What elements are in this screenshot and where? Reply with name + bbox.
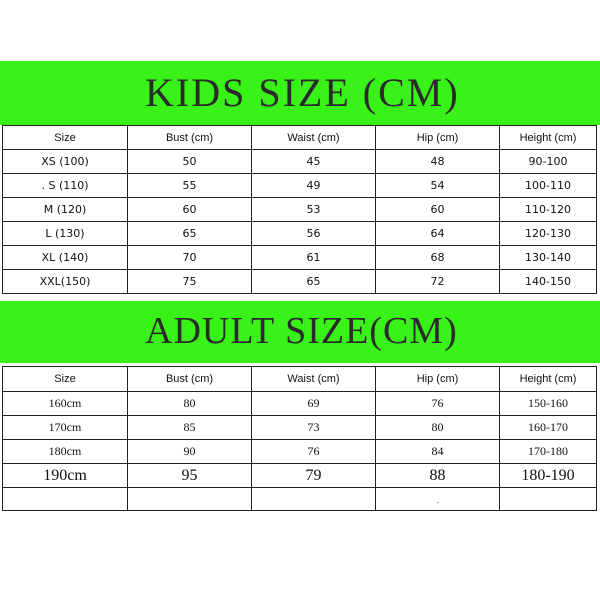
cell-size: 170cm (3, 416, 128, 440)
cell-bust: 70 (128, 246, 252, 270)
cell-hip: 72 (376, 270, 500, 294)
header-waist: Waist (cm) (252, 126, 376, 150)
cell-height: 110-120 (500, 198, 597, 222)
cell-waist: 56 (252, 222, 376, 246)
table-row (3, 392, 597, 416)
kids-size-table (2, 125, 597, 294)
cell-height: 100-110 (500, 174, 597, 198)
cell-waist: 79 (252, 464, 376, 488)
table-row (3, 440, 597, 464)
cell-hip: 68 (376, 246, 500, 270)
cell-hip: 80 (376, 416, 500, 440)
cell-size: XXL(150) (3, 270, 128, 294)
cell-waist: 49 (252, 174, 376, 198)
cell-hip: 60 (376, 198, 500, 222)
cell-bust: 85 (128, 416, 252, 440)
header-hip: Hip (cm) (376, 367, 500, 392)
cell-size: XL (140) (3, 246, 128, 270)
cell-height: 160-170 (500, 416, 597, 440)
cell-empty (3, 488, 128, 511)
table-row (3, 150, 597, 174)
cell-bust: 75 (128, 270, 252, 294)
adult-size-table (2, 366, 597, 511)
cell-empty (500, 488, 597, 511)
cell-size: 160cm (3, 392, 128, 416)
kids-header-row (3, 126, 597, 150)
adult-size-title: ADULT SIZE(CM) (145, 310, 458, 352)
kids-size-title: KIDS SIZE (CM) (145, 70, 460, 115)
table-row (3, 246, 597, 270)
table-row (3, 222, 597, 246)
header-height: Height (cm) (500, 367, 597, 392)
cell-waist: 65 (252, 270, 376, 294)
cell-bust: 50 (128, 150, 252, 174)
cell-size: XS (100) (3, 150, 128, 174)
cell-hip: 64 (376, 222, 500, 246)
adult-size-banner (0, 301, 600, 363)
cell-size: M (120) (3, 198, 128, 222)
cell-waist: 73 (252, 416, 376, 440)
header-waist: Waist (cm) (252, 367, 376, 392)
header-hip: Hip (cm) (376, 126, 500, 150)
cell-waist: 61 (252, 246, 376, 270)
cell-size: 180cm (3, 440, 128, 464)
header-size: Size (3, 126, 128, 150)
table-row (3, 198, 597, 222)
cell-empty (128, 488, 252, 511)
cell-waist: 76 (252, 440, 376, 464)
empty-row (3, 488, 597, 511)
table-row (3, 464, 597, 488)
cell-waist: 45 (252, 150, 376, 174)
cell-empty (376, 488, 500, 511)
header-bust: Bust (cm) (128, 126, 252, 150)
cell-size: . S (110) (3, 174, 128, 198)
cell-height: 140-150 (500, 270, 597, 294)
cell-hip: 54 (376, 174, 500, 198)
header-size: Size (3, 367, 128, 392)
cell-empty (252, 488, 376, 511)
cell-height: 130-140 (500, 246, 597, 270)
cell-hip: 76 (376, 392, 500, 416)
cell-hip: 84 (376, 440, 500, 464)
cell-hip: 88 (376, 464, 500, 488)
cell-bust: 60 (128, 198, 252, 222)
cell-height: 150-160 (500, 392, 597, 416)
cell-size: 190cm (3, 464, 128, 488)
kids-size-banner (0, 61, 600, 125)
cell-bust: 90 (128, 440, 252, 464)
cell-height: 180-190 (500, 464, 597, 488)
table-row (3, 416, 597, 440)
header-height: Height (cm) (500, 126, 597, 150)
cell-waist: 53 (252, 198, 376, 222)
cell-bust: 95 (128, 464, 252, 488)
cell-bust: 55 (128, 174, 252, 198)
cell-size: L (130) (3, 222, 128, 246)
cell-bust: 65 (128, 222, 252, 246)
header-bust: Bust (cm) (128, 367, 252, 392)
cell-height: 120-130 (500, 222, 597, 246)
adult-header-row (3, 367, 597, 392)
cell-height: 90-100 (500, 150, 597, 174)
table-row (3, 270, 597, 294)
cell-waist: 69 (252, 392, 376, 416)
cell-bust: 80 (128, 392, 252, 416)
cell-hip: 48 (376, 150, 500, 174)
table-row (3, 174, 597, 198)
cell-height: 170-180 (500, 440, 597, 464)
stray-mark: . (436, 496, 439, 505)
